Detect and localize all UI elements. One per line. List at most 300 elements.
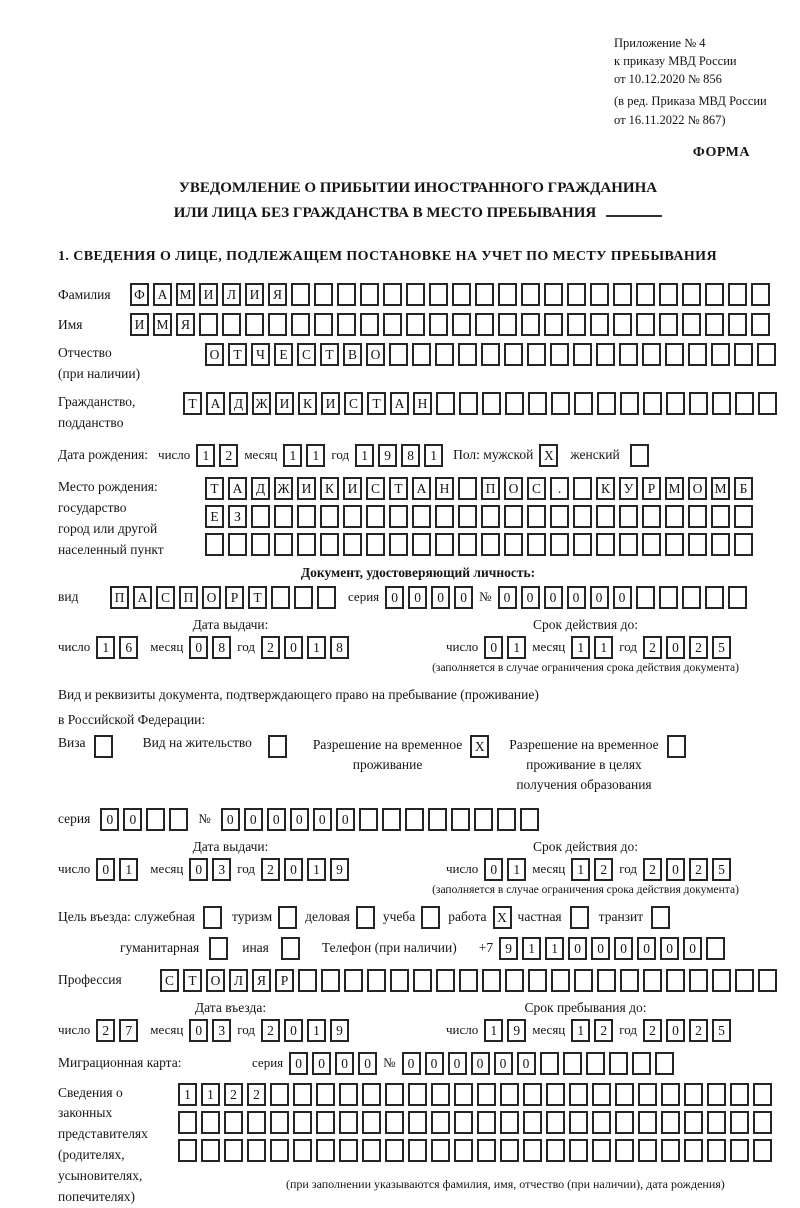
temp-residence-edu-label1: Разрешение на временное — [509, 736, 659, 752]
identity-doc-row — [58, 586, 778, 609]
char-cell — [642, 343, 661, 366]
char-cell — [385, 1083, 404, 1106]
char-cell: 1 — [307, 636, 326, 659]
char-cell — [528, 392, 547, 415]
patronymic-label: Отчество — [58, 345, 112, 361]
char-cell: 0 — [454, 586, 473, 609]
entry-month-cells — [189, 1019, 231, 1042]
char-cell: 0 — [335, 1052, 354, 1075]
char-cell: 0 — [284, 636, 303, 659]
char-cell — [567, 313, 586, 336]
char-cell: . — [550, 477, 569, 500]
char-cell: 2 — [689, 636, 708, 659]
birth-day-cells — [196, 444, 238, 467]
char-cell — [458, 477, 477, 500]
char-cell — [505, 392, 524, 415]
char-cell: Е — [205, 505, 224, 528]
char-cell — [730, 1111, 749, 1134]
temp-residence-label2: проживание — [352, 757, 423, 773]
char-cell — [274, 505, 293, 528]
char-cell: 0 — [358, 1052, 377, 1075]
year-label: год — [237, 639, 256, 654]
valid-day-cells — [484, 636, 526, 659]
char-cell: О — [504, 477, 523, 500]
birth-place-label3: город или другой — [58, 520, 158, 536]
char-cell: Д — [251, 477, 270, 500]
char-cell: 2 — [643, 636, 662, 659]
birth-place-row1-cells — [205, 477, 753, 500]
char-cell: 0 — [336, 808, 355, 831]
char-cell — [201, 1139, 220, 1162]
char-cell — [293, 1139, 312, 1162]
char-cell — [337, 283, 356, 306]
char-cell — [435, 505, 454, 528]
char-cell — [544, 313, 563, 336]
char-cell — [569, 1083, 588, 1106]
char-cell: 0 — [189, 858, 208, 881]
char-cell — [316, 1083, 335, 1106]
char-cell: 1 — [306, 444, 325, 467]
profession-label: Профессия — [58, 972, 122, 988]
char-cell: 0 — [666, 858, 685, 881]
purpose-row1 — [58, 906, 778, 929]
char-cell — [712, 392, 731, 415]
char-cell — [435, 343, 454, 366]
char-cell: 0 — [521, 586, 540, 609]
char-cell — [224, 1139, 243, 1162]
edition-line: (в ред. Приказа МВД России — [614, 94, 767, 109]
char-cell: И — [199, 283, 218, 306]
purpose-humanitarian-label: гуманитарная — [120, 940, 200, 956]
identity-doc-dates — [58, 617, 778, 674]
char-cell — [458, 343, 477, 366]
char-cell: 2 — [643, 1019, 662, 1042]
char-cell: Е — [274, 343, 293, 366]
char-cell: 2 — [689, 858, 708, 881]
char-cell — [592, 1111, 611, 1134]
char-cell — [711, 343, 730, 366]
char-cell — [730, 1139, 749, 1162]
char-cell: 2 — [643, 858, 662, 881]
purpose-row2 — [58, 937, 778, 960]
temp-residence-edu-label2: проживание в целях — [526, 757, 642, 773]
char-cell: 9 — [507, 1019, 526, 1042]
temp-residence-edu-checkbox — [667, 735, 686, 758]
residence-doc-dates — [58, 839, 778, 896]
mig-number-label: № — [383, 1055, 396, 1071]
char-cell — [317, 586, 336, 609]
char-cell — [271, 586, 290, 609]
profession-cells — [160, 969, 777, 992]
year-label: год — [619, 1022, 638, 1038]
birth-place-label: Место рождения: — [58, 478, 158, 494]
char-cell — [597, 969, 616, 992]
birth-place-label4: населенный пункт — [58, 541, 164, 557]
char-cell — [429, 283, 448, 306]
char-cell — [751, 313, 770, 336]
citizenship-row — [58, 392, 778, 434]
char-cell — [316, 1139, 335, 1162]
char-cell — [620, 969, 639, 992]
char-cell — [268, 313, 287, 336]
char-cell — [477, 1083, 496, 1106]
char-cell — [711, 533, 730, 556]
char-cell — [688, 505, 707, 528]
char-cell — [569, 1139, 588, 1162]
char-cell — [592, 1139, 611, 1162]
char-cell: М — [711, 477, 730, 500]
char-cell: 2 — [261, 636, 280, 659]
char-cell: 0 — [567, 586, 586, 609]
char-cell — [504, 343, 523, 366]
gender-male-label: Пол: мужской — [453, 447, 534, 463]
gender-male-checkbox: X — [539, 444, 558, 467]
char-cell: 0 — [660, 937, 679, 960]
char-cell — [642, 505, 661, 528]
birth-place-row3-cells — [205, 533, 753, 556]
char-cell — [638, 1111, 657, 1134]
doc-series-cells — [385, 586, 473, 609]
char-cell: 8 — [212, 636, 231, 659]
annex-line: Приложение № 4 — [614, 36, 706, 50]
temp-residence-label1: Разрешение на временное — [312, 736, 463, 752]
res-issue-day-cells — [96, 858, 138, 881]
char-cell — [362, 1083, 381, 1106]
char-cell — [459, 392, 478, 415]
char-cell — [228, 533, 247, 556]
char-cell — [452, 283, 471, 306]
char-cell: А — [390, 392, 409, 415]
char-cell — [291, 313, 310, 336]
char-cell — [383, 283, 402, 306]
char-cell: О — [688, 477, 707, 500]
char-cell: А — [228, 477, 247, 500]
char-cell: 0 — [637, 937, 656, 960]
char-cell — [408, 1083, 427, 1106]
char-cell — [613, 283, 632, 306]
char-cell — [458, 533, 477, 556]
char-cell — [451, 808, 470, 831]
char-cell: П — [179, 586, 198, 609]
char-cell — [385, 1111, 404, 1134]
res-valid-heading: Срок действия до: — [533, 838, 638, 854]
char-cell — [689, 392, 708, 415]
char-cell — [544, 283, 563, 306]
char-cell — [297, 533, 316, 556]
purpose-work-label: работа — [448, 909, 487, 925]
char-cell — [636, 283, 655, 306]
char-cell: С — [527, 477, 546, 500]
char-cell — [497, 808, 516, 831]
purpose-tourism-label: туризм — [232, 909, 273, 925]
char-cell — [659, 586, 678, 609]
phone-prefix: +7 — [478, 940, 494, 956]
residence-intro-line1: Вид и реквизиты документа, подтверждающего право на пребывание (проживание) — [58, 686, 539, 702]
char-cell: 1 — [484, 1019, 503, 1042]
purpose-study-label: учеба — [382, 909, 416, 925]
char-cell — [666, 392, 685, 415]
char-cell — [757, 343, 776, 366]
legal-reps-row2-cells — [178, 1111, 772, 1134]
char-cell — [366, 533, 385, 556]
char-cell: А — [153, 283, 172, 306]
edition-line: от 16.11.2022 № 867) — [614, 112, 726, 127]
mig-series-label: серия — [252, 1055, 284, 1071]
char-cell — [247, 1111, 266, 1134]
char-cell: Т — [389, 477, 408, 500]
stay-until-heading: Срок пребывания до: — [524, 999, 647, 1015]
valid-year-cells — [643, 636, 731, 659]
res-valid-month-cells — [571, 858, 613, 881]
char-cell: 0 — [284, 1019, 303, 1042]
char-cell: Н — [435, 477, 454, 500]
char-cell: 0 — [568, 937, 587, 960]
purpose-transit-label: транзит — [598, 909, 644, 925]
char-cell — [735, 392, 754, 415]
char-cell — [314, 313, 333, 336]
residence-permit-label: Вид на жительство — [142, 734, 252, 750]
day-label: число — [445, 861, 479, 877]
res-number-label: № — [198, 811, 211, 827]
purpose-business-checkbox — [203, 906, 222, 929]
surname-row — [58, 283, 778, 306]
char-cell: Л — [222, 283, 241, 306]
legal-reps-label6: попечителях) — [58, 1189, 135, 1205]
char-cell: 0 — [312, 1052, 331, 1075]
char-cell: О — [205, 343, 224, 366]
char-cell — [382, 808, 401, 831]
char-cell: К — [298, 392, 317, 415]
char-cell — [474, 808, 493, 831]
char-cell — [574, 392, 593, 415]
valid-until-heading: Срок действия до: — [533, 616, 638, 632]
section1-heading: 1. СВЕДЕНИЯ О ЛИЦЕ, ПОДЛЕЖАЩЕМ ПОСТАНОВКЕ НА УЧЕТ ПО МЕСТУ ПРЕБЫВАНИЯ — [58, 249, 717, 265]
year-label: год — [237, 861, 256, 877]
char-cell — [550, 505, 569, 528]
char-cell: 8 — [401, 444, 420, 467]
char-cell: 9 — [330, 858, 349, 881]
char-cell: М — [665, 477, 684, 500]
purpose-commercial-checkbox — [356, 906, 375, 929]
char-cell: И — [343, 477, 362, 500]
entry-stay-dates — [58, 1000, 778, 1042]
char-cell: 8 — [330, 636, 349, 659]
char-cell: 9 — [330, 1019, 349, 1042]
phone-label: Телефон (при наличии) — [321, 940, 457, 956]
char-cell: К — [596, 477, 615, 500]
char-cell — [431, 1111, 450, 1134]
month-label: месяц — [532, 639, 566, 654]
year-label: год — [619, 639, 638, 654]
issue-day-cells — [96, 636, 138, 659]
char-cell: 0 — [425, 1052, 444, 1075]
char-cell: 5 — [712, 636, 731, 659]
char-cell — [619, 505, 638, 528]
form-title — [58, 177, 778, 226]
char-cell — [343, 533, 362, 556]
residence-permit-checkbox — [268, 735, 287, 758]
name-label: Имя — [58, 316, 83, 332]
patronymic-cells — [205, 343, 776, 366]
day-label: число — [445, 1022, 479, 1038]
char-cell — [481, 505, 500, 528]
doc-type-cells — [110, 586, 336, 609]
month-label: месяц — [150, 1022, 184, 1038]
patronymic-label-note: (при наличии) — [58, 366, 141, 382]
char-cell — [550, 343, 569, 366]
month-label: месяц — [532, 861, 566, 877]
day-label: число — [58, 861, 91, 877]
char-cell: 2 — [594, 858, 613, 881]
char-cell — [316, 1111, 335, 1134]
res-valid-day-cells — [484, 858, 526, 881]
char-cell: С — [344, 392, 363, 415]
char-cell — [169, 808, 188, 831]
entry-year-cells — [261, 1019, 349, 1042]
res-series-cells — [100, 808, 188, 831]
char-cell — [454, 1083, 473, 1106]
birth-place-label2: государство — [58, 499, 127, 515]
char-cell: 0 — [402, 1052, 421, 1075]
char-cell: 1 — [96, 636, 115, 659]
purpose-private-label: частная — [517, 909, 562, 925]
char-cell: 0 — [471, 1052, 490, 1075]
char-cell — [523, 1083, 542, 1106]
gender-female-checkbox — [630, 444, 649, 467]
char-cell — [205, 533, 224, 556]
char-cell: Д — [229, 392, 248, 415]
char-cell — [224, 1111, 243, 1134]
char-cell: 1 — [571, 1019, 590, 1042]
char-cell: П — [110, 586, 129, 609]
year-label: год — [619, 861, 638, 877]
char-cell — [655, 1052, 674, 1075]
char-cell — [362, 1111, 381, 1134]
char-cell — [638, 1083, 657, 1106]
char-cell — [320, 505, 339, 528]
char-cell — [728, 283, 747, 306]
char-cell — [734, 343, 753, 366]
char-cell — [705, 586, 724, 609]
char-cell: 0 — [408, 586, 427, 609]
char-cell — [458, 505, 477, 528]
char-cell — [452, 313, 471, 336]
doc-number-cells — [498, 586, 747, 609]
char-cell — [753, 1111, 772, 1134]
char-cell — [682, 586, 701, 609]
char-cell — [573, 505, 592, 528]
char-cell — [366, 505, 385, 528]
char-cell: 9 — [378, 444, 397, 467]
day-label: число — [58, 639, 91, 654]
char-cell — [428, 808, 447, 831]
char-cell — [527, 343, 546, 366]
char-cell — [429, 313, 448, 336]
residence-intro-line2: в Российской Федерации: — [58, 712, 206, 728]
char-cell: 0 — [614, 937, 633, 960]
issue-month-cells — [189, 636, 231, 659]
char-cell: 1 — [507, 636, 526, 659]
char-cell: Р — [225, 586, 244, 609]
char-cell: И — [130, 313, 149, 336]
char-cell — [661, 1083, 680, 1106]
char-cell: А — [412, 477, 431, 500]
char-cell — [665, 343, 684, 366]
purpose-commercial-label: деловая — [305, 909, 350, 925]
char-cell: Т — [183, 969, 202, 992]
char-cell: 2 — [261, 1019, 280, 1042]
doc-type-label: вид — [58, 589, 79, 604]
char-cell — [688, 343, 707, 366]
day-label: число — [58, 1022, 91, 1038]
char-cell — [636, 586, 655, 609]
res-issue-month-cells — [189, 858, 231, 881]
char-cell — [707, 1139, 726, 1162]
char-cell: И — [245, 283, 264, 306]
purpose-label: Цель въезда: служебная — [58, 909, 195, 925]
char-cell — [753, 1139, 772, 1162]
char-cell: Ж — [252, 392, 271, 415]
char-cell: Т — [205, 477, 224, 500]
char-cell: 0 — [244, 808, 263, 831]
char-cell — [661, 1139, 680, 1162]
char-cell — [475, 283, 494, 306]
char-cell: 2 — [689, 1019, 708, 1042]
char-cell — [481, 343, 500, 366]
char-cell: 3 — [212, 858, 231, 881]
char-cell: И — [275, 392, 294, 415]
mig-number-cells — [402, 1052, 674, 1075]
stay-month-cells — [571, 1019, 613, 1042]
char-cell: 1 — [424, 444, 443, 467]
char-cell: 0 — [590, 586, 609, 609]
month-label: месяц — [244, 447, 278, 463]
char-cell — [563, 1052, 582, 1075]
char-cell: Ч — [251, 343, 270, 366]
char-cell — [431, 1083, 450, 1106]
legal-reps-label1: Сведения о — [58, 1084, 123, 1100]
char-cell: 0 — [96, 858, 115, 881]
char-cell — [222, 313, 241, 336]
char-cell: Я — [268, 283, 287, 306]
patronymic-row — [58, 343, 778, 385]
legal-reps-row1-cells — [178, 1083, 772, 1106]
stay-day-cells — [484, 1019, 526, 1042]
char-cell: 0 — [484, 636, 503, 659]
doc-number-label: № — [479, 589, 492, 604]
char-cell — [245, 313, 264, 336]
char-cell — [504, 505, 523, 528]
res-issue-heading: Дата выдачи: — [192, 838, 269, 854]
stay-year-cells — [643, 1019, 731, 1042]
char-cell — [638, 1139, 657, 1162]
citizenship-label2: подданство — [58, 414, 124, 430]
char-cell — [498, 313, 517, 336]
birth-date-row — [58, 444, 778, 467]
year-label: год — [237, 1022, 256, 1038]
forma-label: ФОРМА — [692, 144, 750, 160]
char-cell — [504, 533, 523, 556]
char-cell — [682, 283, 701, 306]
char-cell — [527, 533, 546, 556]
surname-label: Фамилия — [58, 286, 111, 302]
char-cell: 0 — [189, 1019, 208, 1042]
char-cell: 0 — [683, 937, 702, 960]
char-cell — [459, 969, 478, 992]
char-cell — [413, 969, 432, 992]
char-cell — [688, 533, 707, 556]
residence-options — [58, 735, 778, 796]
